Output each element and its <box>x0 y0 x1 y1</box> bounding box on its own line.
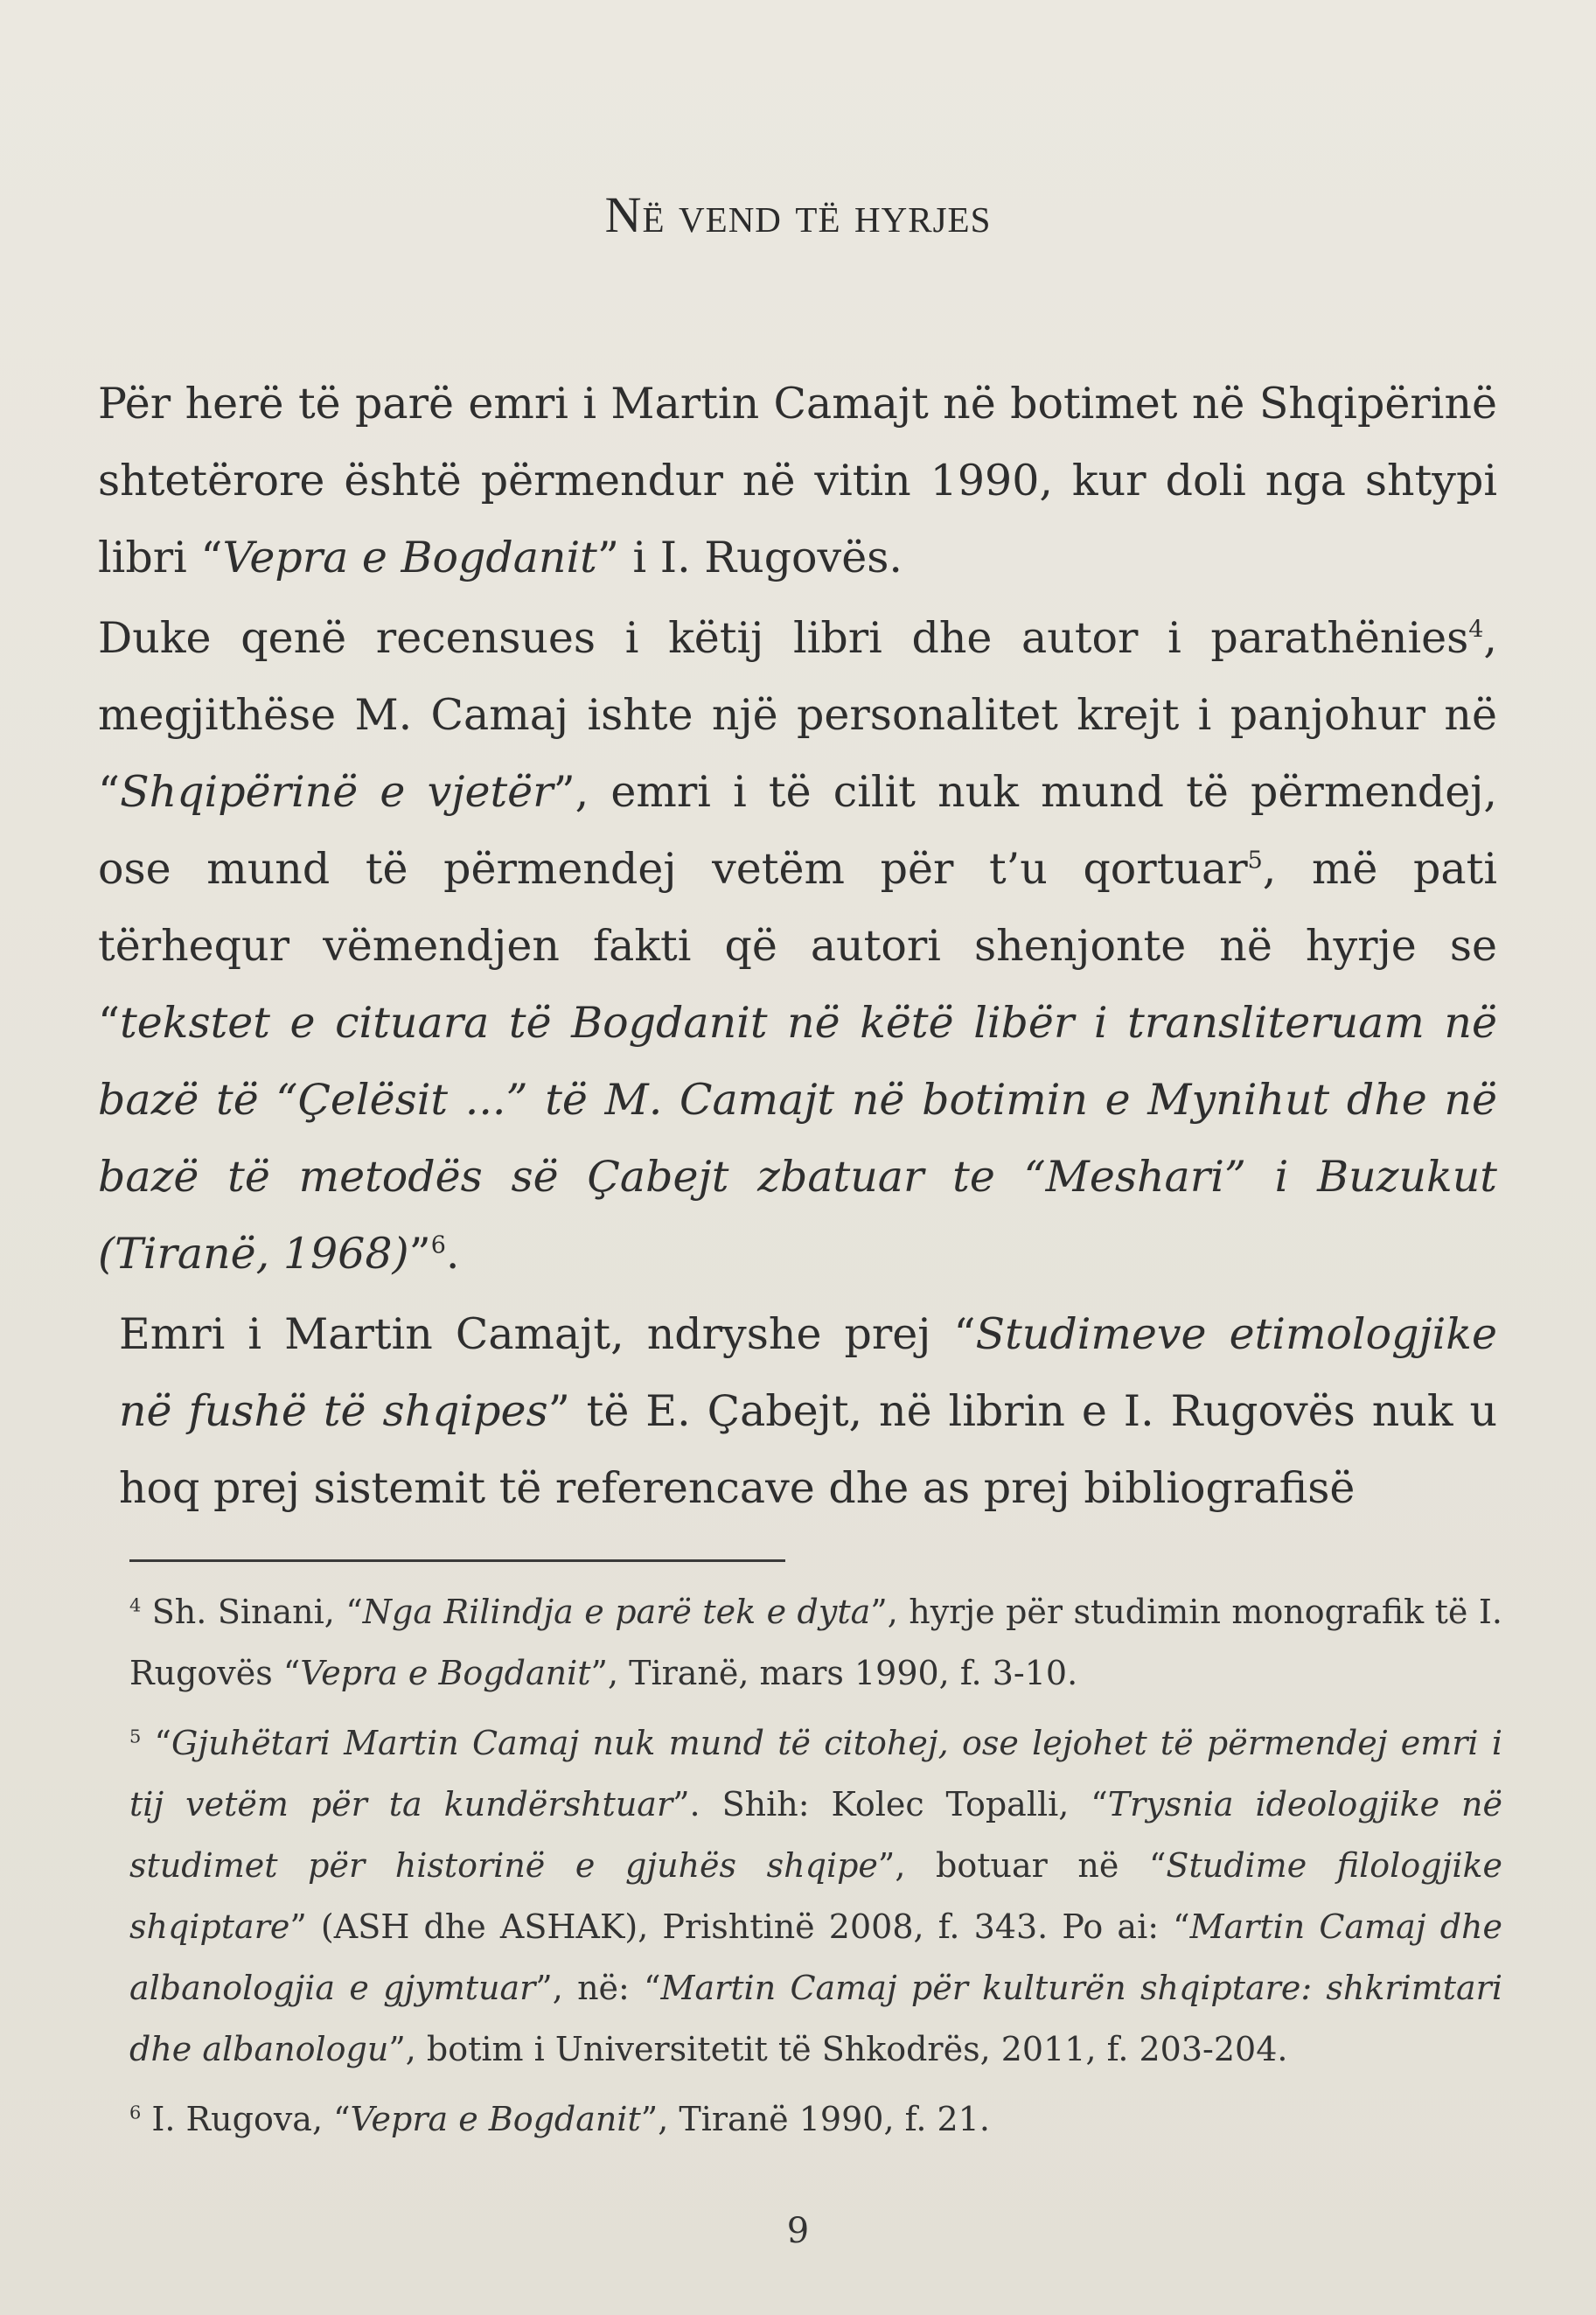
p1-text-c: ” i I. Rugovës. <box>596 533 903 582</box>
fn5-j: Martin Camaj për kulturën shqiptare: shkrimtari dhe albanologu <box>129 1969 1502 2068</box>
footnote-6 <box>129 2088 1502 2150</box>
paragraph-1 <box>98 366 1497 596</box>
fn4-e: ”, Tiranë, mars 1990, f. 3-10. <box>590 1654 1078 1692</box>
p3-text-c: ” të E. Çabejt, në librin e I. Rugovës nuk u hoq prej sistemit të referencave dhe as prej bibliografisë <box>119 1386 1498 1513</box>
p2-text-e: , më pati tërhequr vëmendjen fakti që autori shenjonte në hyrje se “ <box>98 844 1497 1048</box>
footnote-ref-6: 6 <box>430 1231 446 1259</box>
p1-book-title: Vepra e Bogdanit <box>222 533 597 582</box>
p1-text-a: Për herë të parë emri i Martin Camajt në botimet në Shqipërinë shtetërore është përmendur në vitin 1990, kur doli nga shtypi libri “ <box>98 379 1497 582</box>
fn6-c: ”, Tiranë 1990, f. 21. <box>640 2100 990 2138</box>
body-text <box>98 366 1497 1531</box>
fn5-h: Martin Camaj dhe albanologjia e gjymtuar <box>129 1907 1502 2007</box>
fn6-a: I. Rugova, “ <box>141 2100 351 2138</box>
p2-text-a: Duke qenë recensues i këtij libri dhe autor i parathënies <box>98 613 1469 663</box>
p3-book-title: Studimeve etimologjike në fushë të shqipes <box>119 1309 1497 1436</box>
footnote-5 <box>129 1712 1502 2080</box>
fn5-a: “ <box>141 1724 171 1762</box>
p2-text-d: ”, emri i të cilit nuk mund të përmendej, ose mund të përmendej vetëm për t’u qortuar <box>98 767 1497 894</box>
footnote-ref-5: 5 <box>1247 847 1263 875</box>
fn5-g: ” (ASH dhe ASHAK), Prishtinë 2008, f. 343. Po ai: “ <box>289 1907 1190 1946</box>
fn4-d: Vepra e Bogdanit <box>300 1654 591 1692</box>
footnote-ref-4: 4 <box>1468 616 1484 644</box>
page-number: 9 <box>786 2211 810 2251</box>
p2-quote: tekstet e cituara të Bogdanit në këtë libër i transliteruam në bazë të “Çelësit ...” të M. Camajt në botimin e Mynihut dhe në bazë të metodës së Çabejt zbatuar te “Meshari” i Buzukut (Tiranë, 1968) <box>98 998 1497 1279</box>
footnote-number: 6 <box>129 2102 142 2123</box>
chapter-heading: Në vend të hyrjes <box>604 186 992 243</box>
paragraph-3 <box>98 1296 1497 1527</box>
fn5-f: Studime filologjike shqiptare <box>129 1846 1502 1946</box>
p2-period: . <box>445 1229 460 1279</box>
fn5-c: ”. Shih: Kolec Topalli, “ <box>673 1785 1108 1823</box>
p2-text-b: , megjithëse M. Camaj ishte një personalitet krejt i panjohur në “ <box>98 613 1497 817</box>
p3-text-a: Emri i Martin Camajt, ndryshe prej “ <box>119 1309 976 1359</box>
p2-italic-c: Shqipërinë e vjetër <box>120 767 554 817</box>
fn6-b: Vepra e Bogdanit <box>350 2100 641 2138</box>
fn5-i: ”, në: “ <box>535 1969 661 2007</box>
paragraph-2 <box>98 600 1497 1293</box>
fn5-b: Gjuhëtari Martin Camaj nuk mund të citohej, ose lejohet të përmendej emri i tij vetëm për ta kundërshtuar <box>129 1724 1502 1823</box>
footnote-4 <box>129 1581 1502 1704</box>
footnote-separator <box>129 1559 785 1562</box>
footnotes <box>129 1581 1502 2158</box>
footnote-number: 4 <box>129 1594 142 1616</box>
fn5-d: Trysnia ideologjike në studimet për historinë e gjuhës shqipe <box>129 1785 1502 1885</box>
footnote-number: 5 <box>129 1726 142 1747</box>
p2-close-quote: ” <box>408 1229 431 1279</box>
fn5-k: ”, botim i Universitetit të Shkodrës, 2011, f. 203-204. <box>388 2030 1288 2068</box>
fn4-b: Nga Rilindja e parë tek e dyta <box>362 1593 871 1631</box>
fn4-a: Sh. Sinani, “ <box>141 1593 363 1631</box>
fn4-c: ”, hyrje për studimin monografik të I. Rugovës “ <box>129 1593 1502 1692</box>
fn5-e: ”, botuar në “ <box>877 1846 1167 1885</box>
